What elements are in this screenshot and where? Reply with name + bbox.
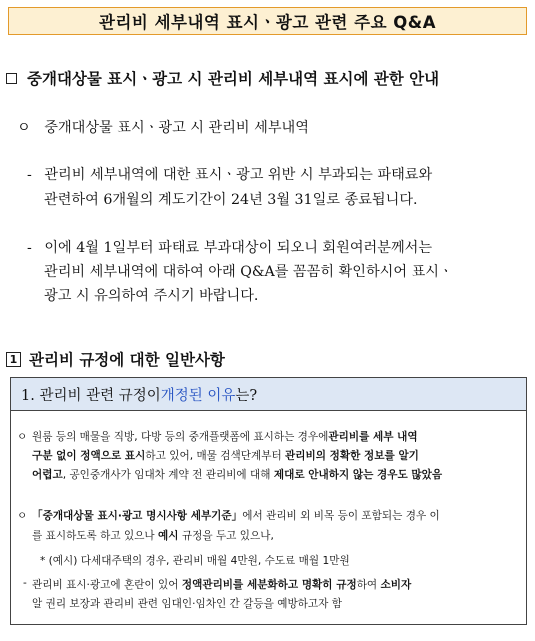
question-suffix: 는? [235, 387, 258, 404]
question-highlight: 개정된 이유 [160, 387, 236, 404]
section1-heading [6, 67, 439, 89]
p3-line1-a: 관리비 표시·광고에 혼란이 있어 [32, 579, 182, 591]
numbered-box-icon: 1 [6, 352, 21, 367]
p2-line2-b: 예시 [158, 530, 179, 542]
item1-line1-text: 관리비 세부내역에 대한 표시ㆍ광고 위반 시 부과되는 파태료와 [44, 167, 433, 183]
p1-line2-c: 관리비의 정확한 정보를 알기 [285, 450, 419, 462]
bullet-text: 중개대상물 표시ㆍ광고 시 관리비 세부내역 [44, 120, 309, 136]
section1-item2-line3: 광고 시 유의하여 주시기 바랍니다. [44, 288, 259, 304]
p3-line1-d: 소비자 [380, 579, 412, 591]
qa-p2-line1 [32, 508, 440, 523]
bullet-mark: ㅇ [17, 120, 31, 136]
section2-heading [6, 348, 225, 370]
dash-mark: - [27, 167, 32, 183]
qa-bullet-mark: ㅇ [17, 510, 28, 522]
dash-mark: - [27, 240, 32, 256]
section1-item1-line2: 관련하여 6개월의 계도기간이 24년 3월 31일로 종료됩니다. [44, 192, 418, 208]
p3-line1-c: 하여 [356, 579, 381, 591]
qa-p2-note: * (예시) 다세대주택의 경우, 관리비 매월 4만원, 수도료 매월 1만원 [40, 555, 350, 567]
qa-p1-line1 [32, 429, 418, 444]
section1-heading-text: 중개대상물 표시ㆍ광고 시 관리비 세부내역 표시에 관한 안내 [27, 70, 440, 88]
p2-line1-a: 「중개대상물 표시·광고 명시사항 세부기준」 [32, 510, 243, 522]
qa-p1-line3 [32, 467, 442, 482]
item2-line1-text: 이에 4월 1일부터 파태료 부과대상이 되오니 회원여러분께서는 [44, 240, 433, 256]
section1-item2-line1 [27, 237, 432, 257]
p1-line1-a: 원룸 등의 매물을 직방, 다방 등의 중개플랫폼에 표시하는 경우에 [32, 431, 329, 443]
p1-line2-b: 하고 있어, 매물 검색단계부터 [145, 450, 286, 462]
qa-question [11, 378, 526, 411]
p1-line1-b: 관리비를 세부 내역 [328, 431, 418, 443]
qa-bullet-mark: ㅇ [17, 431, 28, 443]
p3-line1-b: 정액관리비를 세분화하고 명확히 규정 [181, 579, 357, 591]
checkbox-square-icon [6, 73, 17, 84]
question-prefix: 1. 관리비 관련 규정이 [21, 387, 161, 404]
p1-line2-a: 구분 없이 정액으로 표시 [32, 450, 146, 462]
p1-line3-b: , 공인중개사가 임대차 계약 전 관리비에 대해 [62, 469, 274, 481]
qa-dash-mark: - [23, 577, 27, 589]
page-title [8, 7, 527, 35]
section1-item1-line1 [27, 164, 432, 184]
qa-p2-line2 [32, 528, 274, 543]
section1-bullet [17, 117, 309, 137]
p2-line2-a: 를 표시하도록 하고 있으나 [32, 530, 159, 542]
qa-p1-line2 [32, 448, 419, 463]
p2-line2-c: 규정을 두고 있으나, [178, 530, 274, 542]
page-title-text: 관리비 세부내역 표시ㆍ광고 관련 주요 Q&A [99, 13, 436, 32]
qa-p3-line1 [32, 577, 411, 592]
qa-p3-line2: 알 권리 보장과 관리비 관련 임대인·임차인 간 갈등을 예방하고자 함 [32, 598, 342, 610]
p1-line3-a: 어렵고 [32, 469, 63, 481]
section1-item2-line2: 관리비 세부내역에 대하여 아래 Q&A를 꼼꼼히 확인하시어 표시ㆍ [44, 264, 453, 280]
p1-line3-c: 제대로 안내하지 않는 경우도 많았음 [273, 469, 443, 481]
qa-card [10, 377, 527, 625]
p2-line1-b: 에서 관리비 외 비목 등이 포함되는 경우 이 [242, 510, 440, 522]
section2-heading-text: 관리비 규정에 대한 일반사항 [29, 351, 225, 369]
